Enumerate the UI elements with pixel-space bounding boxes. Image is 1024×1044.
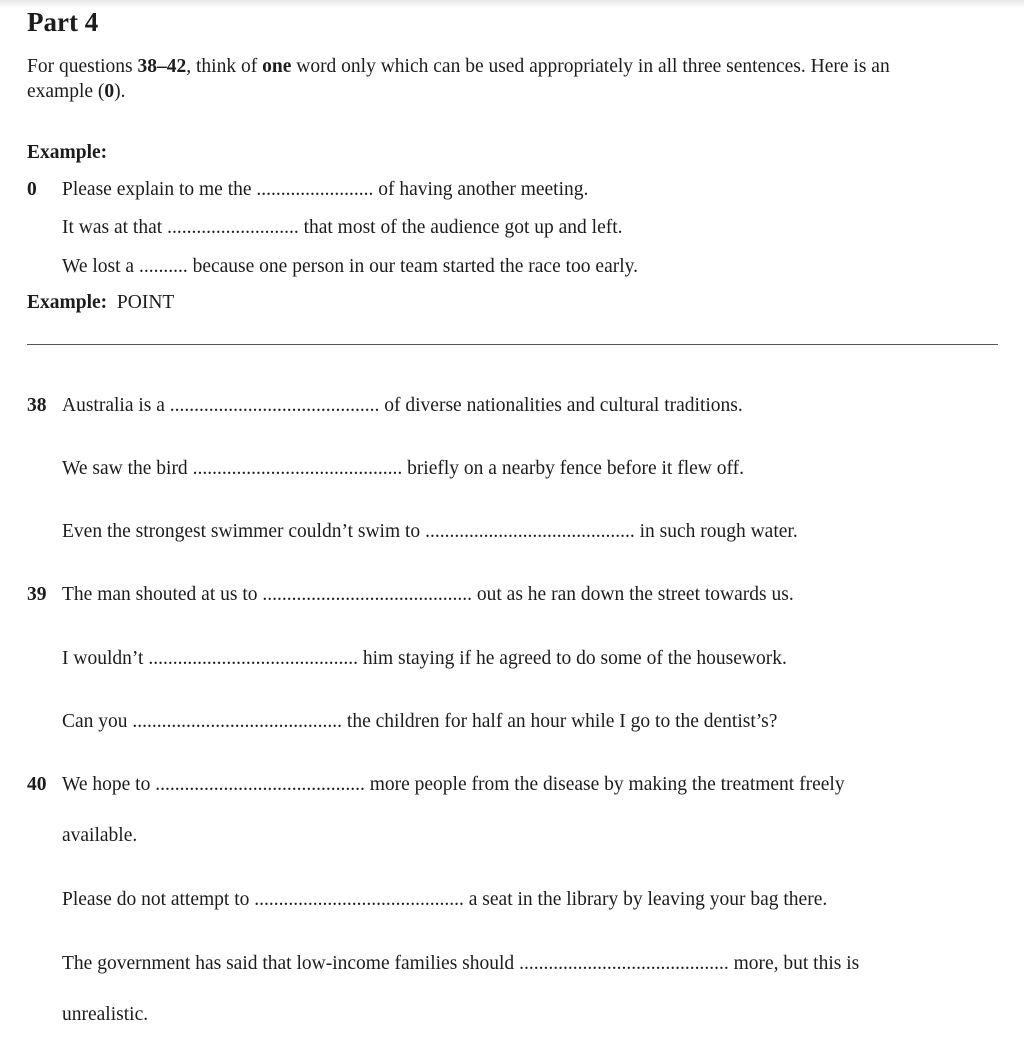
sentence-text: that most of the audience got up and left. (298, 217, 623, 238)
question-40-sentence-2 (62, 887, 827, 913)
sentence-text: more people from the disease by making the treatment freely (364, 774, 845, 795)
instr-range: 38–42 (137, 56, 187, 77)
question-number: 40 (27, 774, 47, 795)
answer-gap: ........................................... (169, 395, 380, 416)
answer-gap: .......... (138, 256, 188, 277)
sentence-text: the children for half an hour while I go to the dentist’s? (342, 711, 778, 732)
sentence-text: of diverse nationalities and cultural traditions. (379, 395, 743, 416)
sentence-text: Can you (62, 711, 133, 732)
sentence-text: The government has said that low-income families should (62, 953, 520, 974)
sentence-text: him staying if he agreed to do some of the housework. (357, 648, 787, 669)
answer-gap: ........................................... (519, 953, 729, 974)
sentence-text: Please do not attempt to (62, 889, 255, 910)
example-number: 0 (27, 179, 37, 200)
answer-gap: ........................................... (425, 521, 635, 542)
answer-gap: ........................................... (192, 458, 403, 479)
example-sentence-2 (62, 215, 623, 241)
example-sentence-1 (27, 177, 588, 203)
instr-one: one (262, 56, 292, 77)
page-top-shadow (0, 0, 1024, 8)
answer-gap: ........................................... (155, 774, 365, 795)
page-title: Part 4 (27, 7, 99, 37)
sentence-text: in such rough water. (634, 521, 798, 542)
sentence-text: Even the strongest swimmer couldn’t swim to (62, 521, 426, 542)
question-38-sentence-2 (62, 456, 744, 482)
question-40-sentence-3 (62, 951, 859, 977)
example-answer (27, 292, 174, 314)
instr-post: word only which can be used appropriately in all three sentences. Here is an example ( (27, 56, 890, 102)
sentence-text: unrealistic. (62, 1004, 149, 1025)
sentence-text: briefly on a nearby fence before it flew off. (402, 458, 744, 479)
sentence-text: It was at that (62, 217, 168, 238)
question-38-sentence-1 (27, 393, 743, 419)
sentence-text: Australia is a (62, 395, 170, 416)
question-number: 38 (27, 395, 47, 416)
sentence-text: We saw the bird (62, 458, 193, 479)
instr-mid: , think of (186, 56, 263, 77)
question-40-sentence-3-continued (62, 1002, 148, 1028)
sentence-text: The man shouted at us to (62, 584, 263, 605)
answer-gap: ........................................... (254, 889, 464, 910)
example-heading: Example: (27, 142, 108, 163)
answer-gap: ........................................... (132, 711, 343, 732)
example-answer-label: Example: (27, 292, 108, 313)
sentence-text: because one person in our team started the race too early. (187, 256, 638, 277)
sentence-text: a seat in the library by leaving your bag there. (463, 889, 828, 910)
sentence-text: out as he ran down the street towards us. (472, 584, 794, 605)
question-40-sentence-1 (27, 772, 845, 798)
sentence-text: more, but this is (728, 953, 860, 974)
question-number: 39 (27, 584, 47, 605)
sentence-text: Please explain to me the (62, 179, 257, 200)
question-39-sentence-3 (62, 709, 777, 735)
answer-gap: ........................................... (262, 584, 473, 605)
section-divider (27, 344, 998, 345)
answer-gap: ........................ (256, 179, 374, 200)
sentence-text: of having another meeting. (373, 179, 589, 200)
sentence-text: I wouldn’t (62, 648, 149, 669)
sentence-text: We hope to (62, 774, 156, 795)
instr-end: ). (114, 81, 126, 102)
answer-gap: ........................................... (148, 648, 358, 669)
sentence-text: available. (62, 825, 138, 846)
question-39-sentence-2 (62, 646, 787, 672)
instructions (27, 54, 927, 104)
question-40-sentence-1-continued (62, 823, 137, 849)
sentence-text: We lost a (62, 256, 139, 277)
answer-gap: ........................... (167, 217, 299, 238)
instr-zero: 0 (104, 81, 115, 102)
question-38-sentence-3 (62, 519, 798, 545)
instr-pre: For questions (27, 56, 138, 77)
question-39-sentence-1 (27, 582, 794, 608)
example-sentence-3 (62, 254, 638, 280)
example-answer-word: POINT (116, 292, 175, 313)
